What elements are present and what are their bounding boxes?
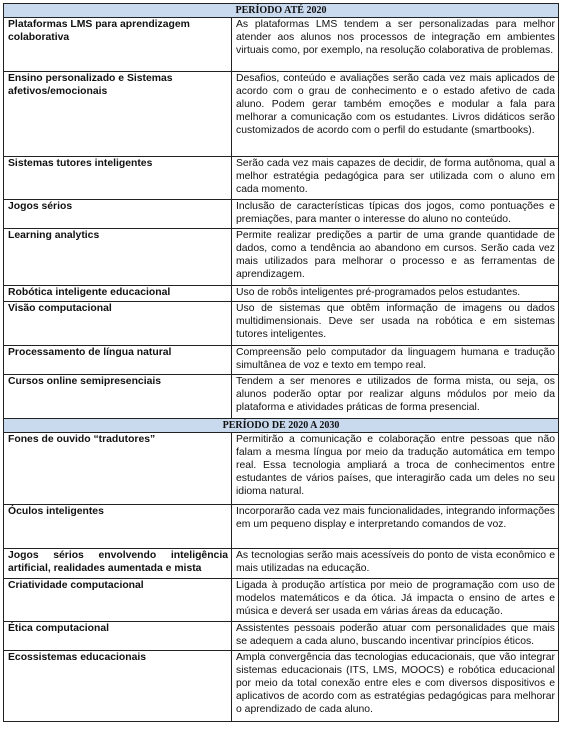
technology-name: Criatividade computacional xyxy=(4,579,232,622)
technology-name: Robótica inteligente educacional xyxy=(4,286,232,302)
section-title: PERÍODO DE 2020 A 2030 xyxy=(4,419,559,433)
table-row xyxy=(4,346,559,375)
table-row xyxy=(4,18,559,72)
technology-description: Permitirão a comunicação e colaboração entre pessoas que não falam a mesma língua por meio da tradução automática em tempo real. Essa tecnologia ampliará a troca de conhecimentos entre estudantes de vários países, que interagirão cada um deles no seu idioma natural. xyxy=(232,433,559,505)
table-row xyxy=(4,375,559,419)
technology-description: Compreensão pelo computador da linguagem humana e tradução simultânea de voz e texto em tempo real. xyxy=(232,346,559,375)
table-row xyxy=(4,302,559,346)
table-row xyxy=(4,229,559,286)
technology-description: As plataformas LMS tendem a ser personalizadas para melhor atender aos alunos nos processos de integração em ambientes virtuais como, por exemplo, na resolução colaborativa de problemas. xyxy=(232,18,559,72)
technology-description: Inclusão de características típicas dos jogos, como pontuações e premiações, para manter o interesse do aluno no conteúdo. xyxy=(232,200,559,229)
technology-name: Cursos online semipresenciais xyxy=(4,375,232,419)
technology-description: Tendem a ser menores e utilizados de forma mista, ou seja, os alunos poderão optar por realizar alguns módulos por meio da plataforma e atividades práticas de forma presencial. xyxy=(232,375,559,419)
technology-name: Fones de ouvido “tradutores” xyxy=(4,433,232,505)
technology-name: Óculos inteligentes xyxy=(4,505,232,549)
technology-description: Incorporarão cada vez mais funcionalidades, integrando informações em um pequeno display e interpretando comandos de voz. xyxy=(232,505,559,549)
technology-name: Jogos sérios envolvendo inteligência artificial, realidades aumentada e mista xyxy=(4,549,232,579)
technology-table xyxy=(3,3,559,722)
table-row xyxy=(4,433,559,505)
technology-name: Sistemas tutores inteligentes xyxy=(4,157,232,200)
technology-description: Uso de robôs inteligentes pré-programados pelos estudantes. xyxy=(232,286,559,302)
technology-description: Uso de sistemas que obtêm informação de imagens ou dados multidimensionais. Deve ser usada na robótica e em sistemas tutores inteligentes. xyxy=(232,302,559,346)
technology-name: Visão computacional xyxy=(4,302,232,346)
technology-name: Jogos sérios xyxy=(4,200,232,229)
table-row xyxy=(4,579,559,622)
technology-name: Ensino personalizado e Sistemas afetivos/emocionais xyxy=(4,72,232,157)
technology-name: Learning analytics xyxy=(4,229,232,286)
technology-name: Ecossistemas educacionais xyxy=(4,651,232,722)
technology-name: Processamento de língua natural xyxy=(4,346,232,375)
technology-description: Serão cada vez mais capazes de decidir, de forma autônoma, qual a melhor estratégia pedagógica para ser utilizada com o aluno em cada momento. xyxy=(232,157,559,200)
table-row xyxy=(4,157,559,200)
section-header-row xyxy=(4,419,559,433)
technology-description: Desafios, conteúdo e avaliações serão cada vez mais aplicados de acordo com o grau de conhecimento e o estado afetivo de cada aluno. Podem gerar também emoções e modular a fala para melhorar a comunicação com os estudantes. Livros didáticos serão customizados de acordo com o perfil do estudante (smartbooks). xyxy=(232,72,559,157)
technology-name: Ética computacional xyxy=(4,622,232,651)
technology-description: As tecnologias serão mais acessíveis do ponto de vista econômico e mais utilizadas na educação. xyxy=(232,549,559,579)
technology-description: Assistentes pessoais poderão atuar com personalidades que mais se adequem a cada aluno, buscando incentivar princípios éticos. xyxy=(232,622,559,651)
technology-name: Plataformas LMS para aprendizagem colaborativa xyxy=(4,18,232,72)
table-row xyxy=(4,505,559,549)
section-header-row xyxy=(4,4,559,18)
table-row xyxy=(4,622,559,651)
table-row xyxy=(4,651,559,722)
table-row xyxy=(4,286,559,302)
table-row xyxy=(4,549,559,579)
table-row xyxy=(4,200,559,229)
table-row xyxy=(4,72,559,157)
technology-description: Ligada à produção artística por meio de programação com uso de modelos matemáticos e da ótica. Já impacta o ensino de artes e música e deverá ser usada em várias áreas da educação. xyxy=(232,579,559,622)
section-title: PERÍODO ATÉ 2020 xyxy=(4,4,559,18)
technology-description: Permite realizar predições a partir de uma grande quantidade de dados, como a tendência ao abandono em cursos. Serão cada vez mais utilizados para melhorar o processo e as ferramentas de aprendizagem. xyxy=(232,229,559,286)
technology-description: Ampla convergência das tecnologias educacionais, que vão integrar sistemas educacionais (ITS, LMS, MOOCS) e robótica educacional por meio da total conexão entre eles e com diversos dispositivos e aplicativos de acordo com as estratégias pedagógicas para melhorar o aprendizado de cada aluno. xyxy=(232,651,559,722)
